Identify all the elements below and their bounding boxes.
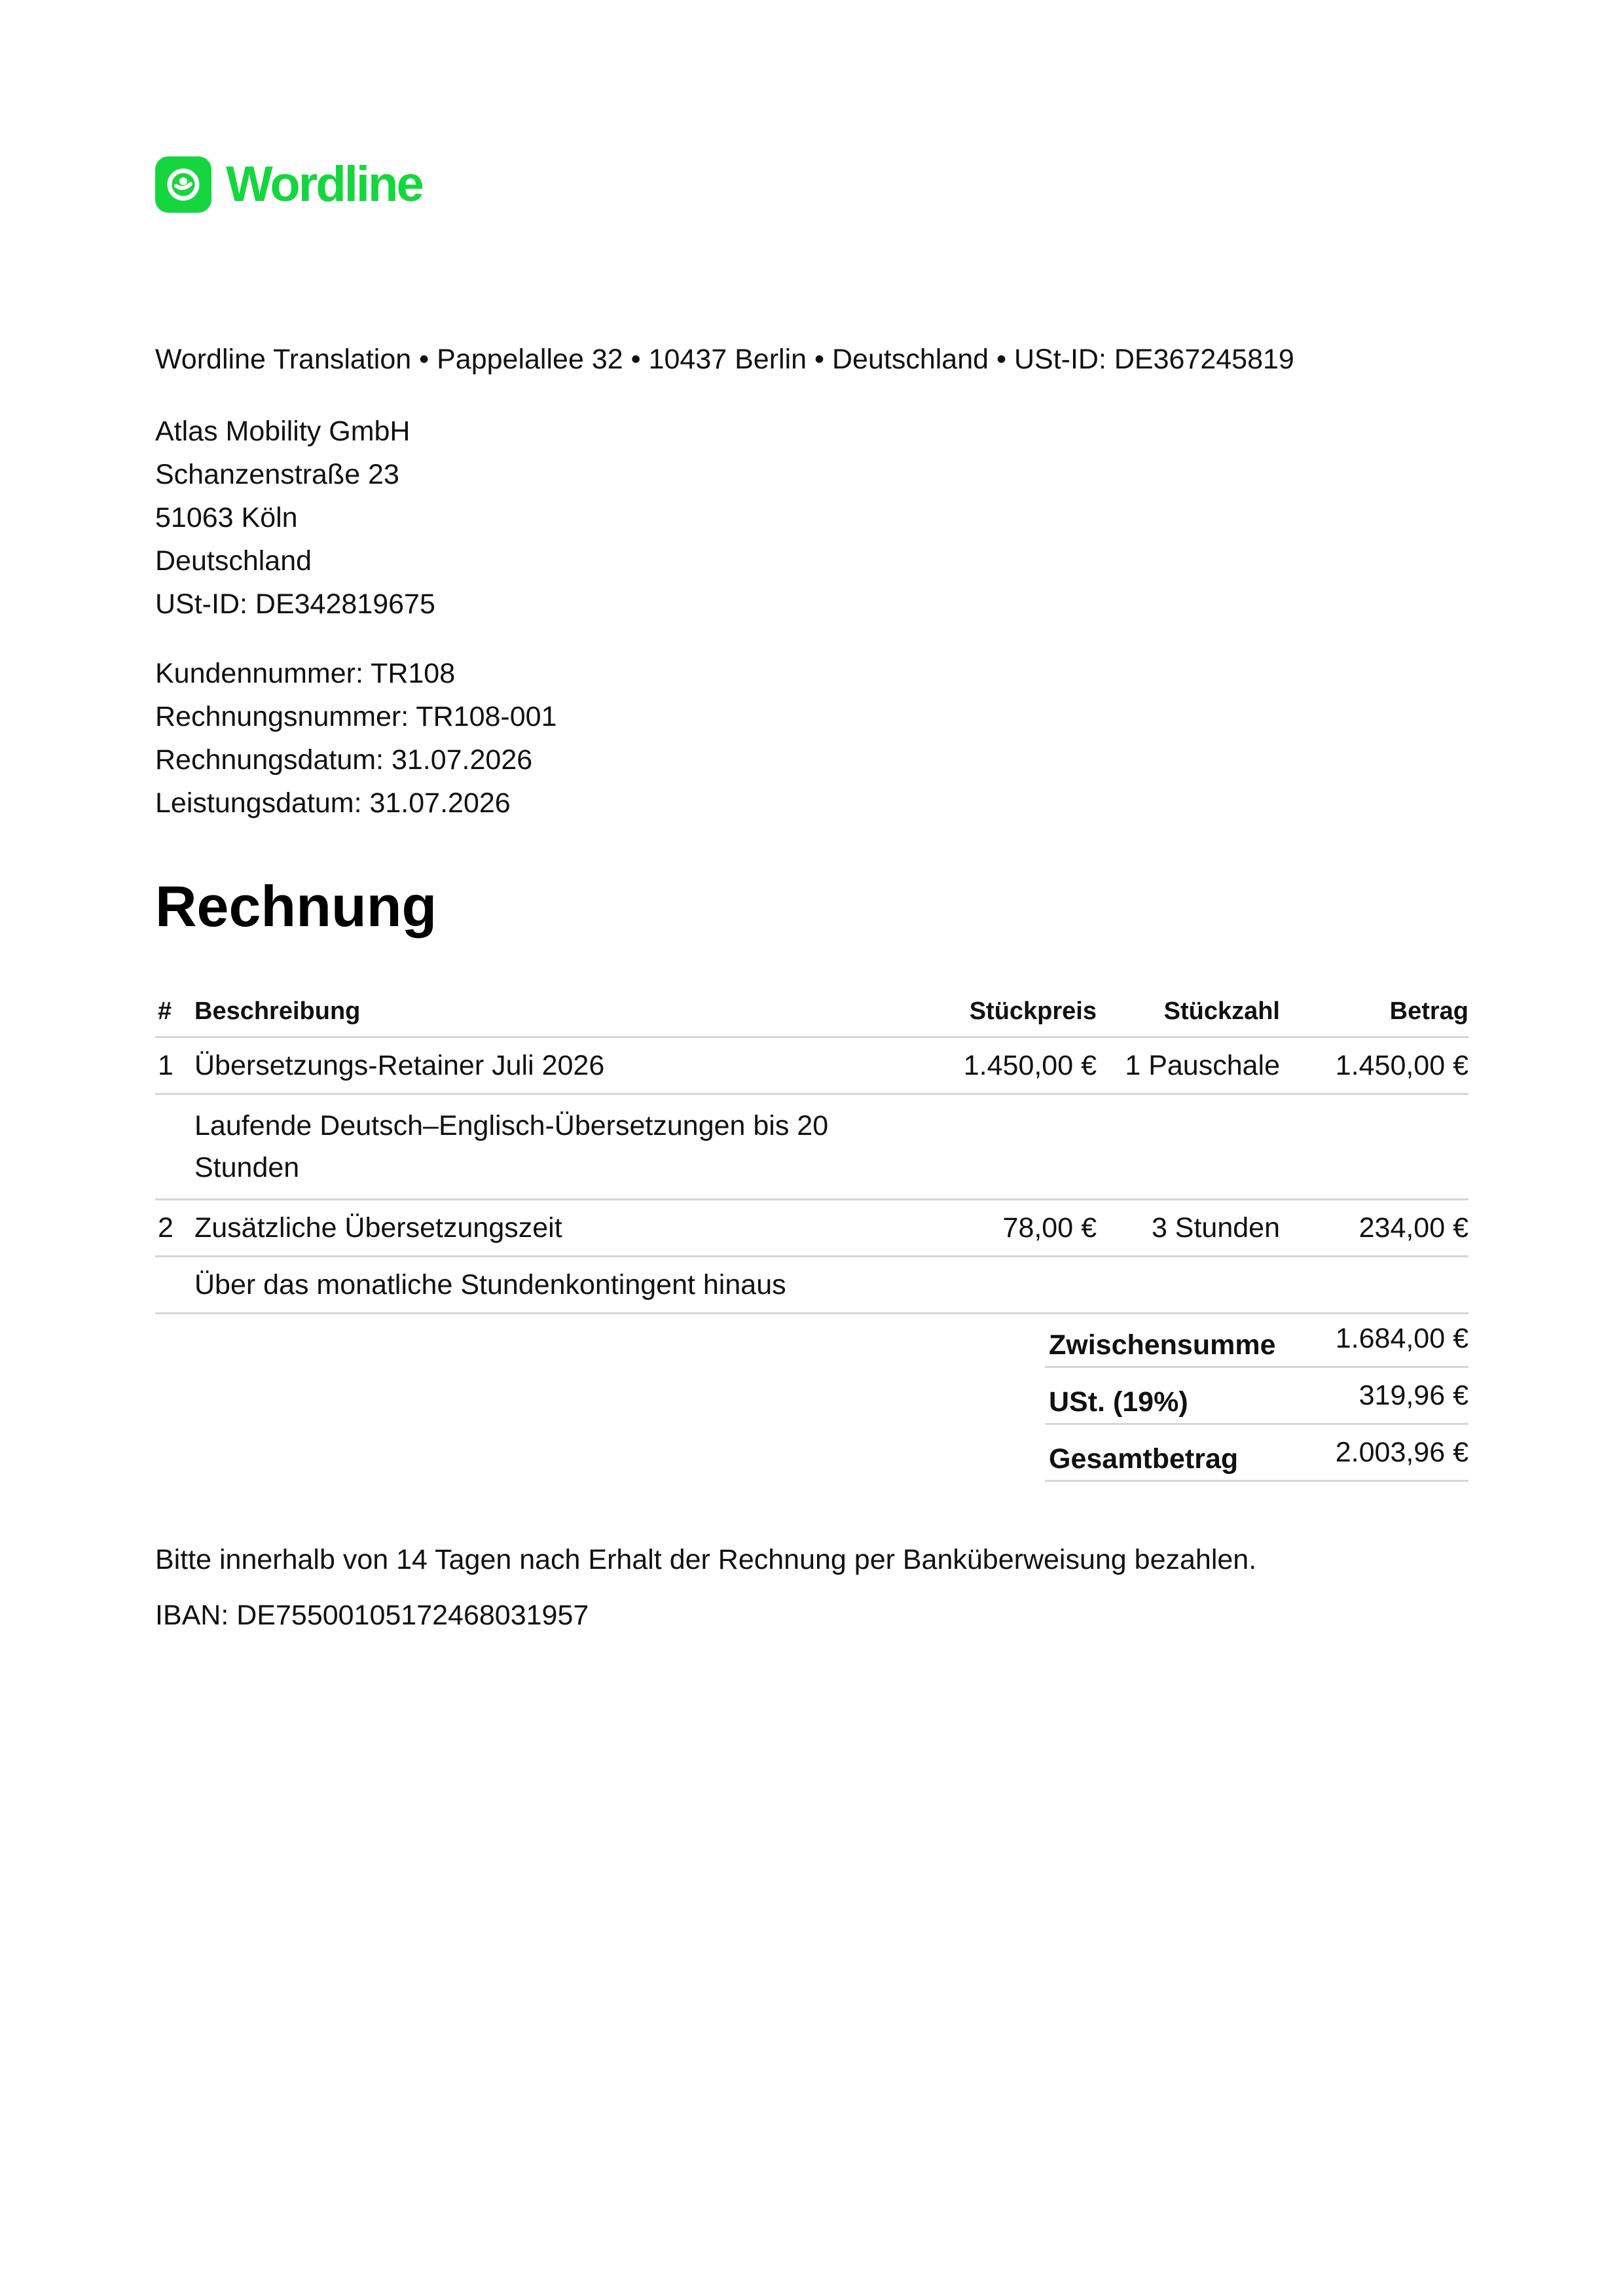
iban: IBAN: DE75500105172468031957 [155, 1600, 589, 1631]
recipient-vat-id: USt-ID: DE342819675 [155, 588, 435, 620]
item-quantity: 3 Stunden [1151, 1212, 1280, 1244]
customer-number: Kundennummer: TR108 [155, 658, 456, 689]
logo-wordmark: Wordline [226, 156, 422, 212]
payment-note: Bitte innerhalb von 14 Tagen nach Erhalt der Rechnung per Banküberweisung bezahlen. [155, 1544, 1257, 1575]
subtotal-value: 1.684,00 € [1335, 1323, 1468, 1354]
table-header-row [155, 987, 1468, 1038]
item-unit-price: 78,00 € [1002, 1212, 1097, 1244]
total-row [1045, 1425, 1468, 1482]
company-logo [155, 156, 422, 213]
table-row [155, 1038, 1468, 1095]
item-num: 2 [158, 1212, 173, 1244]
vat-row [1045, 1368, 1468, 1425]
header-unit-price: Stückpreis [969, 997, 1097, 1025]
recipient-address [155, 410, 435, 626]
vat-value: 319,96 € [1359, 1380, 1468, 1411]
item-amount: 234,00 € [1359, 1212, 1468, 1244]
service-date: Leistungsdatum: 31.07.2026 [155, 787, 511, 819]
subtotal-label: Zwischensumme [1049, 1329, 1276, 1361]
item-detail: Über das monatliche Stundenkontingent hinaus [194, 1269, 786, 1300]
table-row [155, 1200, 1468, 1257]
total-value: 2.003,96 € [1335, 1437, 1468, 1468]
recipient-street: Schanzenstraße 23 [155, 459, 399, 490]
wordline-logo-icon [155, 156, 211, 213]
item-amount: 1.450,00 € [1335, 1050, 1468, 1081]
recipient-company: Atlas Mobility GmbH [155, 416, 410, 447]
table-row-detail [155, 1095, 1468, 1200]
recipient-city: 51063 Köln [155, 502, 298, 533]
header-num: # [158, 997, 172, 1025]
item-title: Zusätzliche Übersetzungszeit [194, 1212, 562, 1244]
item-title: Übersetzungs-Retainer Juli 2026 [194, 1050, 605, 1081]
item-num: 1 [158, 1050, 173, 1081]
totals-table [1045, 1311, 1468, 1482]
item-detail: Laufende Deutsch–Englisch-Übersetzungen bis 20 Stunden [194, 1110, 829, 1183]
item-quantity: 1 Pauschale [1125, 1050, 1280, 1081]
page-title: Rechnung [155, 874, 437, 939]
table-row-detail [155, 1257, 1468, 1314]
sender-address-line: Wordline Translation • Pappelallee 32 • 10437 Berlin • Deutschland • USt-ID: DE367245819 [155, 344, 1294, 375]
header-quantity: Stückzahl [1163, 997, 1280, 1025]
invoice-date: Rechnungsdatum: 31.07.2026 [155, 744, 533, 776]
line-items-table [155, 987, 1468, 1314]
vat-label: USt. (19%) [1049, 1386, 1188, 1418]
subtotal-row [1045, 1311, 1468, 1368]
recipient-country: Deutschland [155, 545, 312, 577]
invoice-number: Rechnungsnummer: TR108-001 [155, 701, 557, 732]
item-unit-price: 1.450,00 € [963, 1050, 1097, 1081]
invoice-meta [155, 652, 557, 825]
header-description: Beschreibung [194, 997, 361, 1025]
total-label: Gesamtbetrag [1049, 1443, 1239, 1475]
header-amount: Betrag [1389, 997, 1468, 1025]
